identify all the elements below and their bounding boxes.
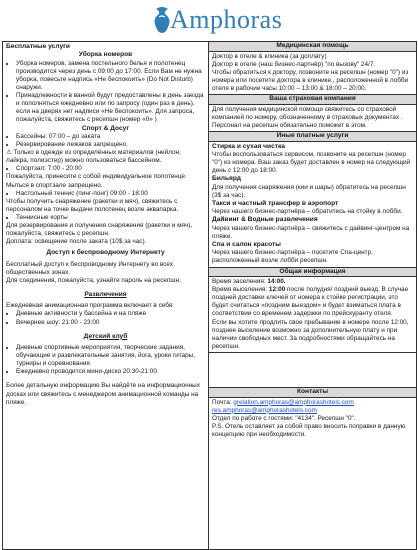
- medical-line: Доктор в отеле & клиника (за доплату): [212, 52, 327, 60]
- paid-services-section: [209, 142, 416, 268]
- free-services-title: Бесплатные услуги: [6, 43, 70, 50]
- insurance-title: Ваша страховая компания: [209, 95, 416, 105]
- more-info-text: Более детальную информацию Вы найдёте на информационных досках или свяжитесь с менеджером анимационной команды на пляже.: [6, 382, 200, 406]
- list-item: • Уборка номеров, замена постельного белья и полотенец производится через день с 09:00 до 17:00. Если Вам не нужна уборка, повесьте надпись «Не беспокоить» (Do Not Disturb) снаружи.: [16, 60, 205, 92]
- left-column: [3, 42, 209, 549]
- info-sheet: [2, 41, 417, 550]
- entertainment-title: Развлечения: [84, 290, 127, 298]
- checkout-value: 12:00: [268, 286, 286, 294]
- ps-note: P.S. Отель оставляет за собой право вносить поправки в данную концепцию при необходимости.: [212, 422, 406, 438]
- header: [0, 0, 418, 41]
- checkin-label: Время заселения:: [212, 278, 268, 286]
- internet-text-2: Для соединения, пожалуйста, узнайте пароль на ресепшн.: [6, 276, 181, 284]
- guest-dept-line: Отдел по работе с гостями: "4134". Ресепшн "0".: [212, 414, 356, 422]
- list-item: • Дневные активности у бассейна и на пляже: [16, 310, 205, 318]
- laundry-text: Чтобы воспользоваться сервисом, позвоните на ресепшн (номер "0") из номера. Ваш заказ будет доставлен в номер на следующий день с 12:00 до 18:00.: [212, 150, 411, 175]
- list-item: • Спортзал: 7:00 - 20:00: [16, 165, 205, 173]
- entertainment-list: [6, 310, 205, 326]
- taxi-title: Такси и частный трансфер в аэропорт: [212, 199, 339, 207]
- list-item: • Принадлежности в ванной будут предоставлены в день заезда и пополняться ежедневно или по запросу (один раз в день), если на дверях нет надписи «Не беспокоить». Для запроса, пожалуйста, свяжитесь с ресепшн (номер «0» ): [16, 92, 205, 124]
- gym-note: Пожалуйста, принесите с собой индивидуальное полотенце. Мыться в спортзале запрещено.: [6, 173, 187, 189]
- right-column: [209, 42, 416, 549]
- room-cleaning-title: Уборка номеров: [78, 51, 133, 59]
- general-info-title: Общая информация: [209, 268, 416, 278]
- mail-label: Почта:: [212, 398, 234, 406]
- checkin-line: [212, 278, 413, 286]
- diving-title: Дайвинг & Водные развлечения: [212, 216, 318, 224]
- list-item: • Резервирование лежаков запрещено.: [16, 141, 205, 149]
- pool-note: ⚠ Только в одежде из определённых материалов (нейлон, лайкра, полиэстер) можно пользоваться бассейном.: [6, 149, 181, 165]
- insurance-text: Для получения медицинской помощи свяжитесь со страховой компанией по номеру, обозначенному в страховых документах . Персонал на ресепшн обязательно поможет в этом.: [212, 105, 403, 129]
- mail-link-relations[interactable]: grelation.amphoras@amphorashotels.com: [233, 398, 354, 406]
- internet-text: Бесплатный доступ к беспроводному Интернету во всех общественных зонах.: [6, 260, 174, 276]
- entertainment-text: Ежедневная анимационная программа включает в себя:: [6, 302, 175, 310]
- tennis-note: Чтобы получить снаряжение (ракетки и мяч), свяжитесь с персоналом на точке выдачи полотенец возле аквапарка.: [6, 197, 179, 213]
- kids-club-list: [6, 344, 205, 376]
- list-item: • Ежедневно проводится мини-диско 20:30-21:00: [16, 368, 205, 376]
- brand-name: Amphoras: [170, 5, 283, 34]
- spacer: [209, 353, 416, 387]
- laundry-title: Стирка и сухая чистка: [212, 142, 285, 150]
- list-item: • Теннисные корты: [16, 214, 205, 222]
- pool-list: [6, 133, 205, 149]
- checkout-label: Время выселения:: [212, 286, 269, 294]
- checkout-line: [212, 286, 413, 318]
- courts-list: [6, 214, 205, 222]
- room-cleaning-list: [6, 60, 205, 125]
- kids-club-title: Детский клуб: [83, 332, 128, 340]
- courts-fee: Доплата: освещение после заката (10$ за час).: [6, 238, 147, 246]
- contacts-title: Контакты: [209, 387, 416, 398]
- medical-line: Чтобы обратиться к доктору, позвоните на ресепшн (номер "0") из номера или посетите доктора в клинике , расположенной в лобби отеля в рабочие часы 10:00 – 13:00 & 18:00 – 20:00.: [212, 68, 409, 92]
- mail-link-reservations[interactable]: res.amphoras@amphorashotels.com: [212, 406, 317, 414]
- contacts-section: [209, 398, 416, 440]
- tennis-list: [6, 190, 205, 198]
- paid-services-title: Иные платные услуги: [209, 132, 416, 142]
- diving-text: Через нашего бизнес-партнёра – свяжитесь с дайвинг-центром на пляже.: [212, 224, 410, 240]
- list-item: • Вечернее шоу: 21:00 - 23:00: [16, 319, 205, 327]
- medical-title: Медицинская помощь: [209, 42, 416, 52]
- sport-title: Спорт & Досуг: [81, 124, 130, 132]
- spa-title: Спа и салон красоты: [212, 240, 281, 248]
- spa-text: Через нашего бизнес-партнёра – посетите Спа-центр, расположенный возле лобби ресепшн.: [212, 249, 373, 265]
- general-info-section: [209, 277, 416, 353]
- medical-line: Доктор в отеле (наш бизнес-партнёр) "по вызову" 24/7.: [212, 60, 376, 68]
- billiard-title: Бильярд: [212, 175, 241, 183]
- checkout-extra: Если вы хотите продлить свое пребывание в номере после 12:00, позднее выселение возможно за дополнительную плату и при наличии свободных мест. За подробностями обращайтесь на ресепшн.: [212, 318, 409, 350]
- insurance-section: [209, 105, 416, 132]
- list-item: • Бассейны: 07:00 – до заката: [16, 133, 205, 141]
- billiard-text: Для получения снаряжения (кии и шары) обратитесь на ресепшн (3$ за час).: [212, 183, 406, 199]
- list-item: • Дневные спортивные мероприятия, творческие задания, обучающие и развлекательные занятия, йога, уроки гитары, турниры и соревнования: [16, 344, 205, 368]
- taxi-text: Через нашего бизнес-партнёра – обратитесь на стойку в лобби.: [212, 208, 403, 216]
- brand-logo: [150, 2, 282, 38]
- list-item: • Настольный теннис (пинг-понг) 09:00 - 18:00: [16, 190, 205, 198]
- internet-title: Доступ к беспроводному Интернету: [46, 249, 165, 257]
- medical-section: [209, 52, 416, 95]
- mail-line: [212, 399, 413, 407]
- checkin-value: 14:00.: [267, 278, 286, 286]
- courts-note: Для резервирования и получения снаряжения (ракетки и мяч), пожалуйста, свяжитесь с ресепшн.: [6, 222, 193, 238]
- checkout-text: после полудня/ поздний выезд. В случае поздней доставки ключей от номера к стойке регистрации, это будет считаться «поздним выездом» и будет взиматься плата в соответствии со временем задержки по прейскуранту отеля.: [212, 286, 409, 318]
